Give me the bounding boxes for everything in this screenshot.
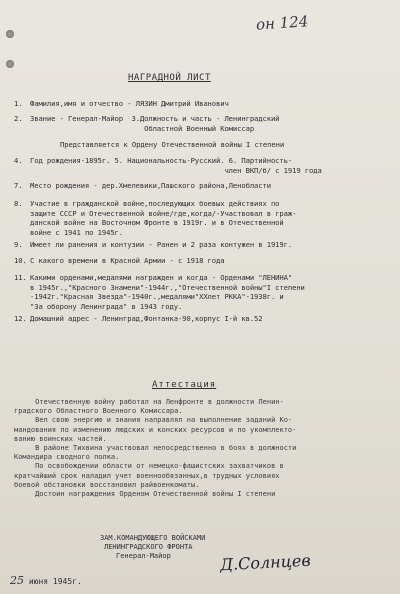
item-line: Какими орденами,медалями награжден и когда - Орденами "ЛЕНИНА" [30,273,293,282]
attestation-line: боевой обстановки восстановил райвоенкоматы. [14,480,200,489]
item-line: Фамилия,имя и отчество - ЛЯЗИН Дмитрий Иванович [30,99,229,108]
attestation-line: ванию воинских частей. [14,434,107,443]
document-title: НАГРАДНОЙ ЛИСТ [128,73,211,83]
item-number: 12. [14,314,27,323]
item-line: -1942г."Красная Звезда"-1940г.,медалями"ХХлет РККА"-1938г. и [30,292,284,302]
item-number: 10. [14,256,27,265]
item-line: Представляется к Ордену Отечественной войны I степени [60,140,285,149]
item-line: "За оборону Ленинграда" в 1943 году. [30,301,183,311]
signature-title-line: ЗАМ.КОМАНДУЮЩЕГО ВОЙСКАМИ [100,534,206,542]
item-number: 8. [14,199,23,208]
item-number: 2. [14,114,23,123]
item-line: член ВКП/б/ с 1919 года [30,165,322,175]
document-date [10,574,82,587]
handwritten-archive-note: он 124 [255,12,309,34]
signature-title-line: Генерал-Майор [116,552,171,560]
item-line: в 1945г.,"Красного Знамени"-1944г.,"Отечественной войны"I степени [30,282,305,292]
item-line: Имеет ли ранения и контузии - Ранен и 2 раза контужен в 1919г. [30,240,293,249]
item-line: Место рождения - дер.Хмелевики,Пашского района,Ленобласти [30,181,271,190]
attestation-title: Аттестация [152,380,217,390]
item-number: 7. [14,181,23,190]
item-line: С какого времени в Красной Армии - с 1918 года [30,256,225,265]
binder-hole [6,30,14,38]
item-number: 4. [14,156,23,165]
attestation-line: мандования по изменению людских и конских ресурсов и по укомплекто- [14,425,297,434]
item-line: войне с 1941 по 1945г. [30,227,123,237]
item-line: защите СССР и Отечественной войне/где,когда/-Участвовал в граж- [30,208,297,218]
attestation-line: Отечественную войну работал на Ленфронте в должности Ленин- [14,398,284,406]
item-line: Звание - Генерал-Майор 3.Должность и часть - Ленинградский [30,114,280,123]
item-line: Домашний адрес - Ленинград,Фонтанка-90,корпус I-й кв.52 [30,314,263,323]
item-number: 9. [14,240,23,249]
item-number: 11. [14,273,27,282]
date-day: 25 [10,574,24,587]
binder-hole [6,60,14,68]
date-rest: июня 1945г. [28,577,82,586]
attestation-line: Достоин награждения Орденом Отечественной войны I степени [14,490,276,498]
attestation-line: Командира сводного полка. [14,453,120,462]
item-line: Год рождения-1895г. 5. Национальность-Русский. 6. Партийность- [30,156,293,165]
item-line: данской войне на Восточном Фронте в 1919г. и в Отечественной [30,218,284,228]
attestation-line: Вел свою энергию и знания направлял на выполнение заданий Ко- [14,416,293,425]
attestation-line: По освобождении области от немецко-фашистских захватчиков в [14,462,284,471]
signature-title-line: ЛЕНИНГРАДСКОГО ФРОНТА [104,543,193,551]
item-line: Областной Военный Комиссар [30,123,255,133]
item-line: Участие в гражданской войне,последующих боевых действиях по [30,199,280,208]
handwritten-signature: Д.Солнцев [219,550,312,575]
attestation-line: кратчайший срок наладил учет военнообязанных,в трудных условиях [14,471,280,480]
attestation-line: градского Областного Военного Комиссара. [14,407,183,416]
item-number: 1. [14,99,23,108]
attestation-line: В районе Тихвина участвовал непосредственно в боях в должности [14,444,297,452]
